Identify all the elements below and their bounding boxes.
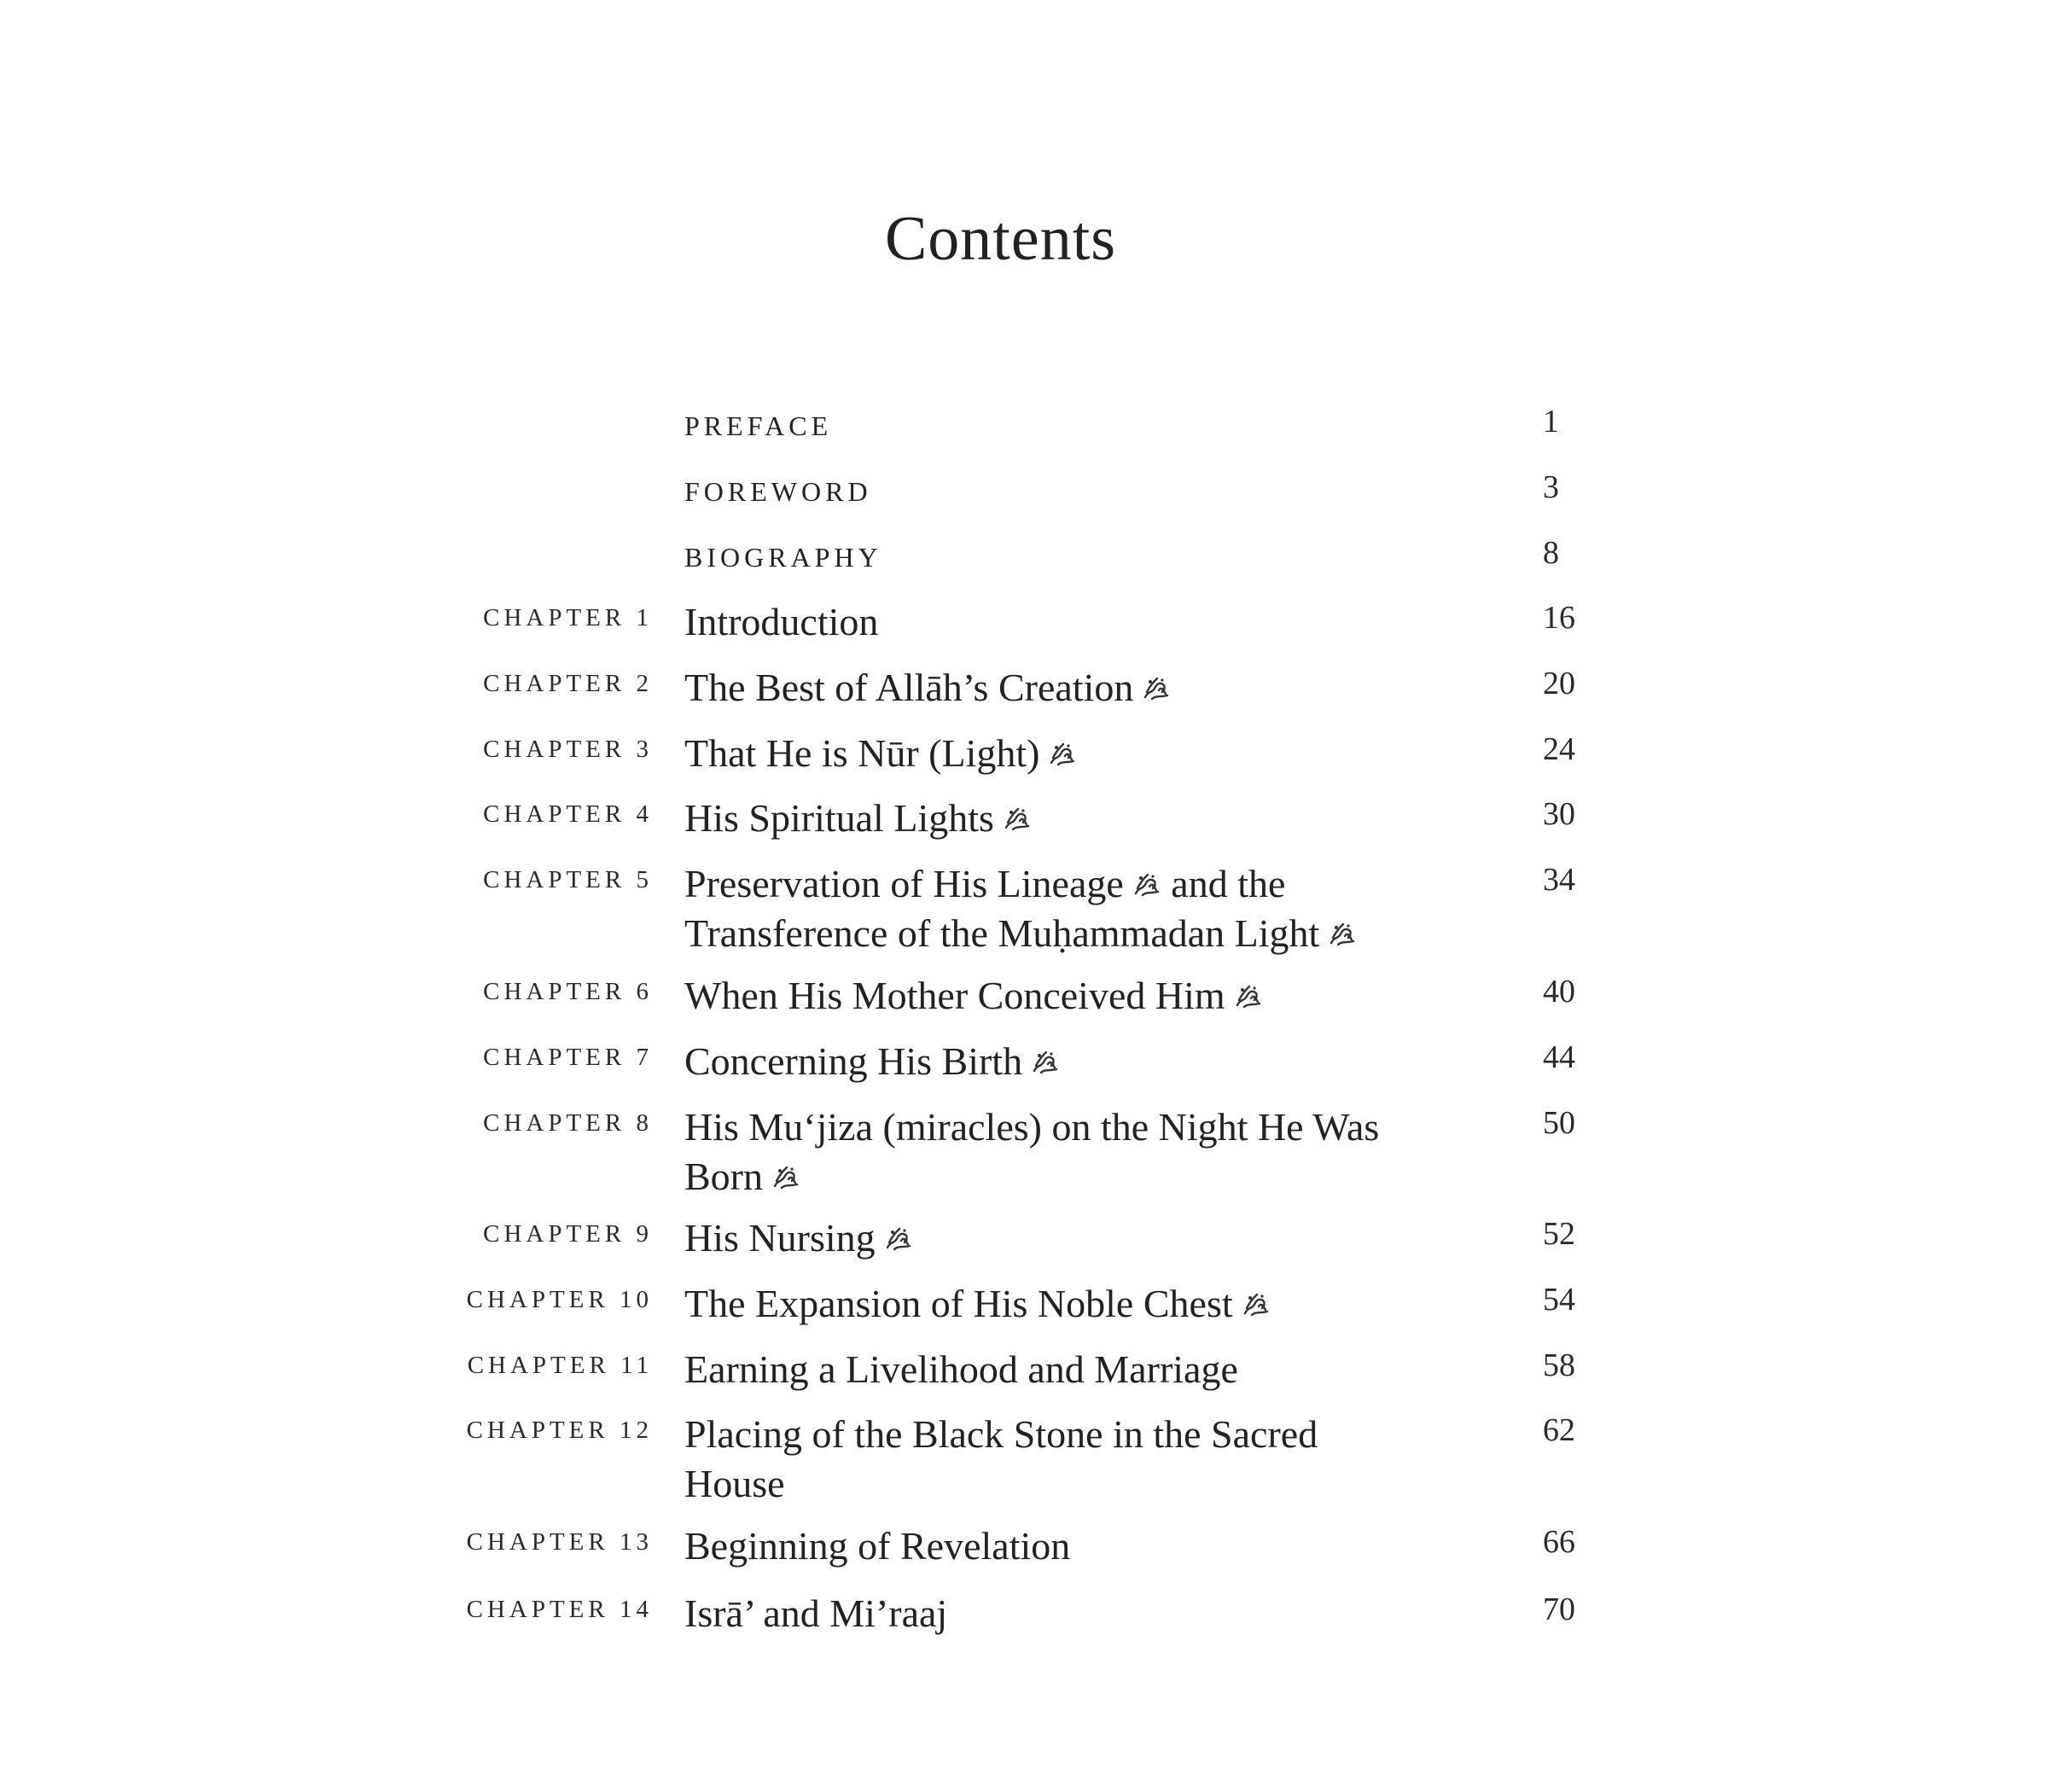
toc-entry[interactable]	[0, 1521, 2048, 1590]
entry-title-text: FOREWORD	[684, 476, 872, 507]
page-number: 30	[1543, 796, 1575, 832]
entry-title-text: Introduction	[684, 600, 879, 643]
chapter-label: CHAPTER 10	[466, 1286, 653, 1313]
entry-title	[684, 663, 1418, 713]
entry-title	[684, 1037, 1418, 1086]
toc-entry[interactable]	[0, 1037, 2048, 1105]
entry-title	[684, 729, 1418, 778]
entry-title	[684, 1279, 1418, 1329]
page-number: 70	[1543, 1591, 1575, 1627]
entry-title	[684, 794, 1418, 843]
toc-entry[interactable]	[0, 597, 2048, 666]
honorific-glyph-icon	[1242, 1289, 1271, 1318]
page-number: 52	[1543, 1216, 1575, 1252]
entry-title-text: When His Mother Conceived Him	[684, 974, 1225, 1017]
toc-entry[interactable]	[0, 1279, 2048, 1347]
page-number: 40	[1543, 974, 1575, 1009]
chapter-label: CHAPTER 3	[483, 736, 653, 763]
toc-entry[interactable]	[0, 663, 2048, 731]
chapter-label: CHAPTER 7	[483, 1044, 653, 1071]
toc-entry[interactable]	[0, 467, 2048, 535]
entry-title	[684, 971, 1418, 1021]
page-number: 1	[1543, 404, 1559, 439]
entry-title	[684, 859, 1418, 958]
page-title: Contents	[884, 204, 1117, 274]
chapter-label: CHAPTER 13	[466, 1528, 653, 1556]
chapter-label: CHAPTER 4	[483, 800, 653, 828]
entry-title-text: The Best of Allāh’s Creation	[684, 666, 1134, 709]
entry-title-text: Concerning His Birth	[684, 1039, 1023, 1083]
toc-entry[interactable]	[0, 1345, 2048, 1413]
entry-title	[684, 1589, 1418, 1638]
entry-title	[684, 474, 1418, 509]
honorific-glyph-icon	[1328, 919, 1357, 948]
chapter-label: CHAPTER 9	[483, 1220, 653, 1248]
entry-title-text: BIOGRAPHY	[684, 542, 882, 573]
entry-title	[684, 1103, 1418, 1201]
entry-title-text: His Spiritual Lights	[684, 796, 994, 840]
page-number: 16	[1543, 600, 1575, 636]
toc-entry[interactable]	[0, 729, 2048, 797]
page-number: 3	[1543, 469, 1559, 505]
entry-title-text: His Mu‘jiza (miracles) on the Night He Was Born	[684, 1105, 1380, 1198]
toc-entry[interactable]	[0, 532, 2048, 601]
toc-entry[interactable]	[0, 1213, 2048, 1282]
toc-entry[interactable]	[0, 859, 2048, 955]
entry-title-text: PREFACE	[684, 410, 833, 441]
page-number: 50	[1543, 1105, 1575, 1141]
chapter-label: CHAPTER 6	[483, 978, 653, 1005]
honorific-glyph-icon	[1234, 981, 1263, 1010]
entry-title	[684, 540, 1418, 574]
chapter-label: CHAPTER 11	[467, 1352, 653, 1379]
honorific-glyph-icon	[1132, 870, 1161, 899]
chapter-label: CHAPTER 8	[483, 1109, 653, 1137]
entry-title	[684, 1213, 1418, 1263]
page-number: 54	[1543, 1282, 1575, 1318]
toc-entry[interactable]	[0, 401, 2048, 469]
entry-title	[684, 1345, 1418, 1394]
honorific-glyph-icon	[1142, 673, 1171, 702]
entry-title-text: That He is Nūr (Light)	[684, 731, 1040, 775]
toc-entry[interactable]	[0, 1410, 2048, 1505]
page-number: 20	[1543, 666, 1575, 701]
chapter-label: CHAPTER 5	[483, 866, 653, 893]
entry-title-continued: and the Transference of the Muḥammadan Light	[684, 862, 1320, 955]
page-number: 62	[1543, 1412, 1575, 1448]
honorific-glyph-icon	[1048, 739, 1077, 768]
entry-title-text: Beginning of Revelation	[684, 1524, 1071, 1568]
honorific-glyph-icon	[771, 1162, 800, 1191]
toc-entry[interactable]	[0, 971, 2048, 1039]
entry-title	[684, 409, 1418, 443]
page-number: 58	[1543, 1347, 1575, 1383]
toc-entry[interactable]	[0, 794, 2048, 862]
entry-title	[684, 597, 1418, 647]
entry-title-text: Earning a Livelihood and Marriage	[684, 1347, 1238, 1391]
page-number: 44	[1543, 1039, 1575, 1075]
chapter-label: CHAPTER 1	[483, 604, 653, 631]
honorific-glyph-icon	[884, 1224, 913, 1253]
toc-entry[interactable]	[0, 1589, 2048, 1657]
chapter-label: CHAPTER 2	[483, 670, 653, 697]
chapter-label: CHAPTER 12	[466, 1417, 653, 1444]
page-number: 8	[1543, 535, 1559, 571]
entry-title-text: Preservation of His Lineage	[684, 862, 1124, 905]
honorific-glyph-icon	[1031, 1047, 1060, 1076]
entry-title	[684, 1410, 1418, 1509]
entry-title-text: Placing of the Black Stone in the Sacred House	[684, 1412, 1318, 1505]
page-number: 34	[1543, 862, 1575, 898]
entry-title-text: The Expansion of His Noble Chest	[684, 1282, 1233, 1325]
toc-entry[interactable]	[0, 1103, 2048, 1198]
entry-title-text: Isrā’ and Mi’raaj	[684, 1591, 948, 1635]
honorific-glyph-icon	[1003, 804, 1032, 833]
page-number: 66	[1543, 1524, 1575, 1560]
chapter-label: CHAPTER 14	[466, 1596, 653, 1623]
entry-title	[684, 1521, 1418, 1571]
entry-title-text: His Nursing	[684, 1216, 876, 1260]
page-number: 24	[1543, 731, 1575, 767]
